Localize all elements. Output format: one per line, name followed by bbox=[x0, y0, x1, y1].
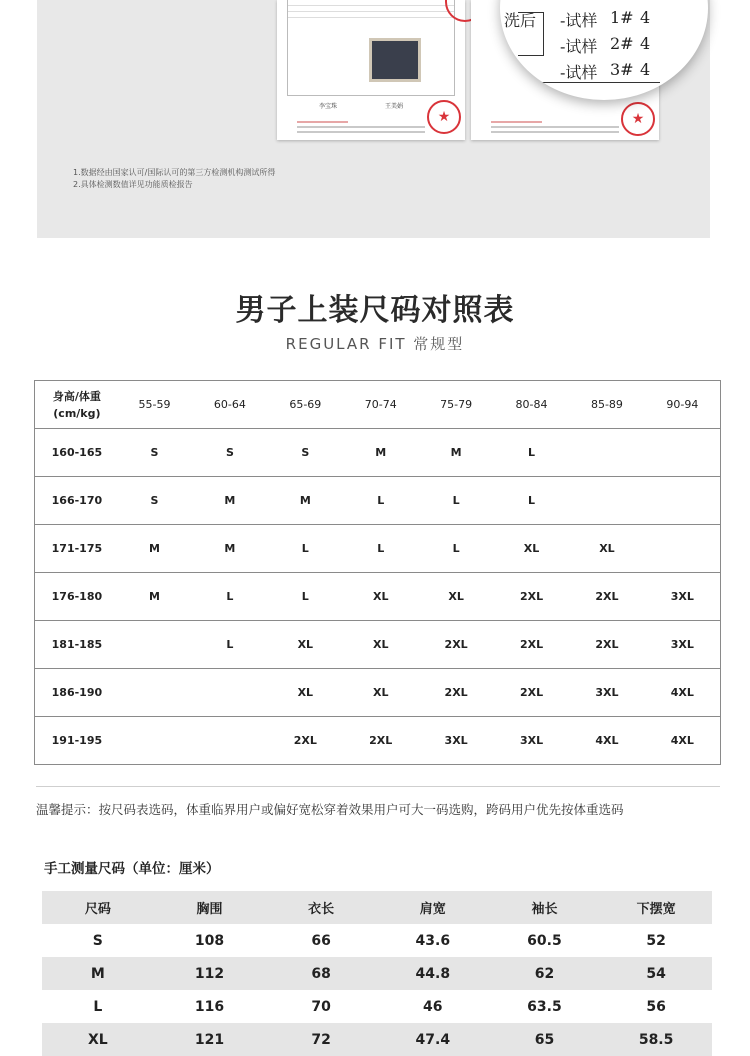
size-cell: S bbox=[150, 494, 159, 507]
measurement-row bbox=[42, 990, 712, 1023]
measurement-header: 胸围 bbox=[196, 902, 223, 917]
test-report-panel bbox=[37, 0, 710, 238]
report-footer-lines bbox=[491, 118, 619, 134]
report-note: 2.具体检测数值详见功能质检报告 bbox=[73, 180, 193, 189]
report-notes bbox=[73, 167, 275, 191]
size-cell: 2XL bbox=[444, 638, 468, 651]
sample-num: 3# bbox=[610, 60, 634, 79]
page-title: 男子上装尺码对照表 bbox=[235, 293, 515, 328]
size-cell: XL bbox=[372, 638, 389, 651]
measurement-header: 尺码 bbox=[84, 902, 111, 917]
size-cell: 2XL bbox=[595, 590, 619, 603]
size-cell: XL bbox=[372, 590, 389, 603]
measurement-cell: 58.5 bbox=[638, 1031, 674, 1048]
size-cell: 4XL bbox=[670, 734, 694, 747]
sample-num: 1# bbox=[610, 8, 634, 27]
size-cell: 2XL bbox=[444, 686, 468, 699]
page-subtitle: REGULAR FIT 常规型 bbox=[285, 335, 465, 353]
report-signature-2: 王美娟 bbox=[385, 103, 404, 110]
weight-header: 80-84 bbox=[515, 398, 548, 411]
size-cell: 4XL bbox=[595, 734, 619, 747]
manual-measure-title: 手工测量尺码（单位：厘米） bbox=[44, 861, 220, 877]
size-cell: 2XL bbox=[519, 686, 544, 699]
measurement-cell: 62 bbox=[534, 965, 555, 982]
size-cell: L bbox=[301, 590, 309, 603]
sample-num: 2# bbox=[610, 34, 634, 53]
size-cell: M bbox=[450, 446, 462, 459]
report-footer-lines bbox=[297, 118, 425, 134]
weight-header: 70-74 bbox=[364, 398, 397, 411]
size-chart-table bbox=[34, 380, 721, 765]
size-cell: M bbox=[299, 494, 311, 507]
weight-header: 65-69 bbox=[289, 398, 322, 411]
measurement-cell: 108 bbox=[194, 932, 225, 949]
size-label-cell: XL bbox=[87, 1031, 108, 1048]
size-cell: L bbox=[301, 542, 309, 555]
stamp-star: ★ bbox=[631, 111, 645, 127]
measurement-cell: 56 bbox=[646, 998, 666, 1015]
size-cell: L bbox=[452, 542, 460, 555]
size-cell: 3XL bbox=[595, 686, 619, 699]
measurement-cell: 66 bbox=[311, 932, 331, 949]
weight-header: 90-94 bbox=[666, 398, 699, 411]
size-chart-header-row bbox=[35, 381, 720, 429]
size-cell: 2XL bbox=[369, 734, 393, 747]
size-label-cell: M bbox=[90, 965, 105, 982]
measurement-row bbox=[42, 1023, 712, 1056]
weight-header: 60-64 bbox=[213, 398, 246, 411]
size-cell: XL bbox=[297, 686, 314, 699]
size-cell: 3XL bbox=[444, 734, 468, 747]
height-range-cell: 171-175 bbox=[51, 542, 103, 555]
measurement-cell: 112 bbox=[194, 965, 225, 982]
weight-header: 85-89 bbox=[590, 398, 623, 411]
size-label-cell: L bbox=[93, 998, 103, 1015]
sample-grade: 4 bbox=[640, 8, 651, 27]
measurement-cell: 47.4 bbox=[415, 1031, 451, 1048]
size-cell: 2XL bbox=[293, 734, 317, 747]
size-cell: M bbox=[375, 446, 387, 459]
size-cell: M bbox=[149, 590, 160, 603]
size-cell: XL bbox=[523, 542, 540, 555]
measurement-cell: 63.5 bbox=[527, 998, 562, 1015]
measurement-header: 肩宽 bbox=[419, 902, 446, 917]
height-range-cell: 176-180 bbox=[51, 590, 103, 603]
measurement-header-row bbox=[42, 891, 712, 924]
corner-header bbox=[35, 388, 117, 422]
sample-name: -试样 bbox=[560, 37, 598, 56]
report-note: 1.数据经由国家认可/国际认可的第三方检测机构测试所得 bbox=[73, 168, 276, 177]
size-cell: M bbox=[149, 542, 160, 555]
height-range-cell: 166-170 bbox=[51, 494, 103, 507]
sample-name: -试样 bbox=[560, 11, 598, 30]
size-cell: L bbox=[377, 542, 385, 555]
size-cell: XL bbox=[372, 686, 389, 699]
red-seal-stamp-icon bbox=[621, 102, 655, 136]
size-cell: 3XL bbox=[670, 638, 694, 651]
size-cell: M bbox=[224, 494, 236, 507]
size-cell: L bbox=[528, 494, 536, 507]
measurement-header: 下摆宽 bbox=[636, 902, 676, 917]
size-cell: L bbox=[377, 494, 385, 507]
size-cell: 2XL bbox=[519, 638, 544, 651]
corner-header-line: (cm/kg) bbox=[53, 406, 101, 420]
height-range-cell: 160-165 bbox=[51, 446, 103, 459]
magnifier-label: 洗后 bbox=[504, 11, 537, 30]
measurement-cell: 60.5 bbox=[527, 932, 562, 949]
size-chart-row bbox=[35, 477, 720, 525]
size-cell: M bbox=[224, 542, 236, 555]
measurement-header: 衣长 bbox=[308, 902, 335, 917]
sample-grade: 4 bbox=[640, 60, 651, 79]
measurement-row bbox=[42, 924, 712, 957]
test-report-image-1 bbox=[277, 0, 465, 140]
stamp-star: ★ bbox=[437, 109, 451, 125]
measurement-cell: 54 bbox=[646, 965, 666, 982]
height-range-cell: 181-185 bbox=[51, 638, 103, 651]
measurement-row bbox=[42, 957, 712, 990]
size-chart-row bbox=[35, 621, 720, 669]
size-cell: 4XL bbox=[670, 686, 694, 699]
measurement-cell: 52 bbox=[646, 932, 666, 949]
measurement-table bbox=[42, 891, 712, 1056]
measurement-cell: 68 bbox=[311, 965, 331, 982]
size-cell: 3XL bbox=[670, 590, 694, 603]
report-signature-1: 李宝珠 bbox=[319, 103, 338, 110]
size-cell: 2XL bbox=[595, 638, 619, 651]
size-cell: 2XL bbox=[519, 590, 544, 603]
size-cell: XL bbox=[599, 542, 615, 555]
size-cell: S bbox=[150, 446, 159, 459]
size-chart-row bbox=[35, 669, 720, 717]
size-cell: 3XL bbox=[519, 734, 544, 747]
size-chart-row bbox=[35, 525, 720, 573]
size-chart-row bbox=[35, 573, 720, 621]
measurement-cell: 65 bbox=[534, 1031, 555, 1048]
red-seal-stamp-icon bbox=[427, 100, 461, 134]
size-cell: XL bbox=[448, 590, 464, 603]
divider bbox=[36, 786, 720, 787]
size-cell: S bbox=[225, 446, 234, 459]
measurement-cell: 72 bbox=[311, 1031, 331, 1048]
size-cell: L bbox=[528, 446, 536, 459]
size-chart-row bbox=[35, 429, 720, 477]
size-cell: L bbox=[226, 638, 234, 651]
weight-header: 75-79 bbox=[440, 398, 473, 411]
height-range-cell: 191-195 bbox=[51, 734, 103, 747]
measurement-cell: 116 bbox=[194, 998, 225, 1015]
size-cell: S bbox=[301, 446, 310, 459]
corner-header-line: 身高/体重 bbox=[52, 389, 101, 403]
sample-name: -试样 bbox=[560, 63, 598, 82]
measurement-header: 袖长 bbox=[531, 902, 558, 917]
weight-header: 55-59 bbox=[138, 398, 171, 411]
size-tip: 温馨提示：按尺码表选码，体重临界用户或偏好宽松穿着效果用户可大一码选购，跨码用户优先按体重选码 bbox=[36, 802, 624, 817]
fabric-swatch-image bbox=[369, 38, 421, 82]
measurement-cell: 44.8 bbox=[415, 965, 451, 982]
size-label-cell: S bbox=[92, 932, 103, 949]
size-cell: L bbox=[452, 494, 460, 507]
measurement-cell: 70 bbox=[311, 998, 331, 1015]
measurement-cell: 121 bbox=[194, 1031, 225, 1048]
size-chart-row bbox=[35, 717, 720, 764]
size-cell: L bbox=[226, 590, 234, 603]
measurement-cell: 46 bbox=[423, 998, 443, 1015]
size-cell: XL bbox=[297, 638, 314, 651]
measurement-cell: 43.6 bbox=[415, 932, 451, 949]
sample-grade: 4 bbox=[640, 34, 651, 53]
height-range-cell: 186-190 bbox=[51, 686, 103, 699]
